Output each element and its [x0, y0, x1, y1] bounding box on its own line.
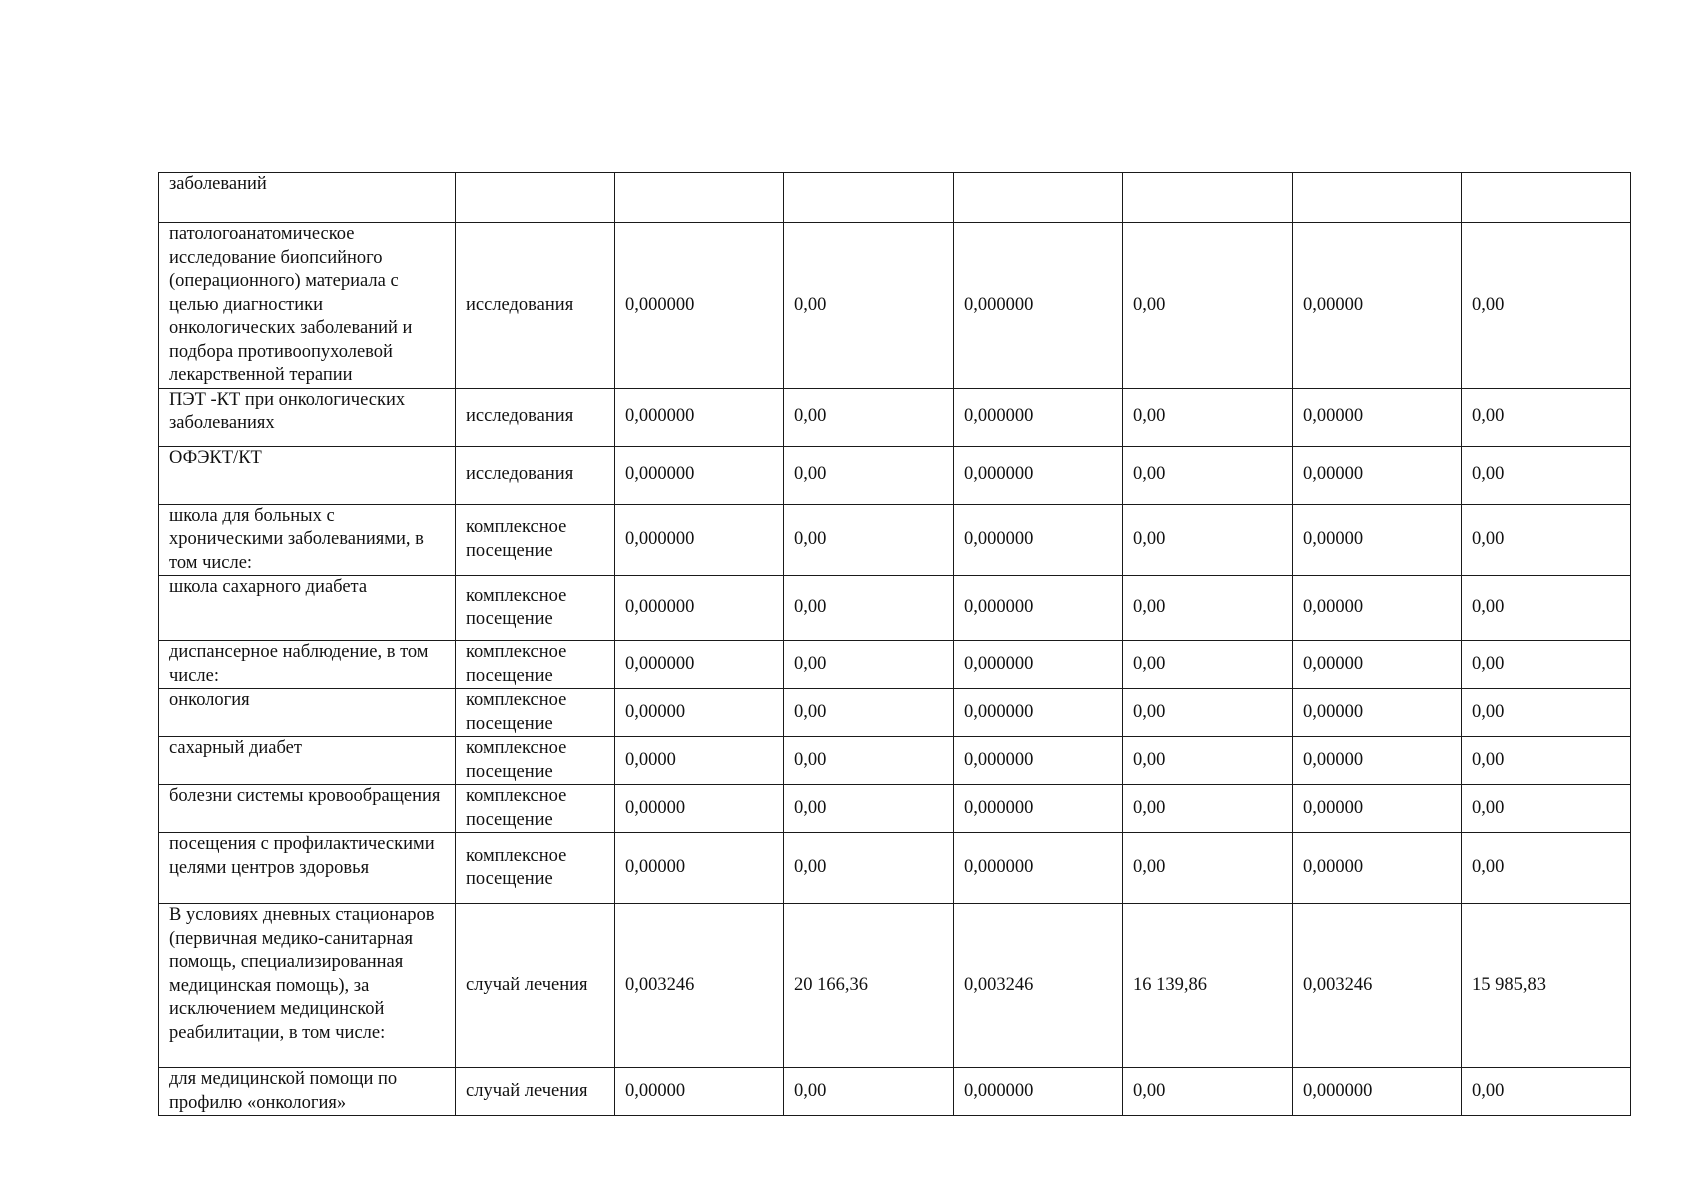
value-cell: 0,00	[1462, 641, 1631, 689]
value-cell: 0,00	[1123, 223, 1293, 389]
table-row	[159, 1068, 1631, 1116]
value-cell: 0,00000	[1293, 576, 1462, 641]
row-name-cell: школа сахарного диабета	[159, 576, 456, 641]
unit-cell: комплексное посещение	[456, 504, 615, 576]
value-cell: 0,003246	[1293, 904, 1462, 1068]
table-row	[159, 689, 1631, 737]
value-cell: 0,003246	[954, 904, 1123, 1068]
table-row	[159, 388, 1631, 446]
value-cell: 0,00	[784, 689, 954, 737]
value-cell: 0,00000	[1293, 504, 1462, 576]
value-cell: 0,00	[1123, 641, 1293, 689]
value-cell: 0,000000	[954, 388, 1123, 446]
value-cell: 0,000000	[615, 446, 784, 504]
value-cell: 16 139,86	[1123, 904, 1293, 1068]
value-cell: 0,00	[784, 223, 954, 389]
value-cell: 0,00	[1123, 737, 1293, 785]
value-cell: 0,00	[1123, 576, 1293, 641]
row-name-cell: онкология	[159, 689, 456, 737]
row-name-cell: для медицинской помощи по профилю «онкология»	[159, 1068, 456, 1116]
value-cell: 0,00000	[615, 689, 784, 737]
value-cell: 0,000000	[954, 504, 1123, 576]
value-cell: 0,000000	[954, 641, 1123, 689]
value-cell: 0,000000	[954, 1068, 1123, 1116]
value-cell	[1123, 173, 1293, 223]
value-cell: 0,000000	[954, 785, 1123, 833]
value-cell: 0,00	[1123, 689, 1293, 737]
table-row	[159, 833, 1631, 904]
value-cell: 0,00	[784, 1068, 954, 1116]
value-cell: 0,000000	[615, 223, 784, 389]
unit-cell: комплексное посещение	[456, 737, 615, 785]
value-cell: 0,00	[1462, 576, 1631, 641]
value-cell: 0,00	[1462, 1068, 1631, 1116]
value-cell: 0,00000	[615, 1068, 784, 1116]
value-cell: 0,00	[784, 446, 954, 504]
table-row	[159, 785, 1631, 833]
unit-cell: комплексное посещение	[456, 833, 615, 904]
value-cell	[1293, 173, 1462, 223]
value-cell: 0,00	[1123, 388, 1293, 446]
unit-cell: комплексное посещение	[456, 689, 615, 737]
value-cell: 0,00000	[1293, 223, 1462, 389]
value-cell: 0,0000	[615, 737, 784, 785]
value-cell: 0,00	[1462, 388, 1631, 446]
row-name-cell: посещения с профилактическими целями центров здоровья	[159, 833, 456, 904]
unit-cell: комплексное посещение	[456, 785, 615, 833]
value-cell: 0,00	[1123, 785, 1293, 833]
value-cell	[954, 173, 1123, 223]
unit-cell: случай лечения	[456, 1068, 615, 1116]
data-table	[158, 172, 1631, 1116]
value-cell: 0,00	[784, 641, 954, 689]
value-cell: 0,00	[1462, 785, 1631, 833]
row-name-cell: патологоанатомическое исследование биопсийного (операционного) материала с целью диагностики онкологических заболеваний и подбора противоопухолевой лекарственной терапии	[159, 223, 456, 389]
value-cell	[615, 173, 784, 223]
value-cell: 0,00	[784, 737, 954, 785]
unit-cell	[456, 173, 615, 223]
table-row	[159, 737, 1631, 785]
value-cell: 0,00	[1123, 504, 1293, 576]
value-cell: 0,00000	[615, 833, 784, 904]
table-row	[159, 641, 1631, 689]
value-cell: 0,000000	[615, 641, 784, 689]
value-cell: 0,00	[784, 833, 954, 904]
value-cell: 0,00000	[1293, 446, 1462, 504]
value-cell: 0,00	[784, 388, 954, 446]
unit-cell: исследования	[456, 388, 615, 446]
value-cell: 0,00	[1462, 504, 1631, 576]
table-row	[159, 904, 1631, 1068]
unit-cell: комплексное посещение	[456, 576, 615, 641]
value-cell: 0,000000	[954, 576, 1123, 641]
value-cell: 0,000000	[1293, 1068, 1462, 1116]
unit-cell: исследования	[456, 446, 615, 504]
row-name-cell: ПЭТ -КТ при онкологических заболеваниях	[159, 388, 456, 446]
table-row	[159, 446, 1631, 504]
value-cell: 0,00	[784, 504, 954, 576]
value-cell: 0,000000	[954, 737, 1123, 785]
value-cell: 0,00000	[1293, 641, 1462, 689]
value-cell: 0,000000	[954, 833, 1123, 904]
value-cell: 0,000000	[954, 223, 1123, 389]
row-name-cell: заболеваний	[159, 173, 456, 223]
value-cell	[1462, 173, 1631, 223]
value-cell: 0,00000	[1293, 833, 1462, 904]
value-cell: 20 166,36	[784, 904, 954, 1068]
value-cell: 0,00	[1462, 737, 1631, 785]
value-cell: 0,003246	[615, 904, 784, 1068]
value-cell: 0,000000	[615, 504, 784, 576]
table-row	[159, 504, 1631, 576]
value-cell: 0,00000	[1293, 737, 1462, 785]
value-cell: 0,00	[1462, 223, 1631, 389]
value-cell: 15 985,83	[1462, 904, 1631, 1068]
value-cell	[784, 173, 954, 223]
value-cell: 0,00000	[1293, 785, 1462, 833]
row-name-cell: сахарный диабет	[159, 737, 456, 785]
value-cell: 0,00000	[1293, 689, 1462, 737]
unit-cell: случай лечения	[456, 904, 615, 1068]
value-cell: 0,000000	[954, 446, 1123, 504]
value-cell: 0,00	[1462, 446, 1631, 504]
row-name-cell: ОФЭКТ/КТ	[159, 446, 456, 504]
value-cell: 0,00	[784, 785, 954, 833]
value-cell: 0,00	[1462, 689, 1631, 737]
row-name-cell: диспансерное наблюдение, в том числе:	[159, 641, 456, 689]
table-row	[159, 173, 1631, 223]
table-row	[159, 223, 1631, 389]
unit-cell: комплексное посещение	[456, 641, 615, 689]
unit-cell: исследования	[456, 223, 615, 389]
value-cell: 0,000000	[615, 388, 784, 446]
value-cell: 0,00	[784, 576, 954, 641]
value-cell: 0,00000	[615, 785, 784, 833]
value-cell: 0,00	[1462, 833, 1631, 904]
row-name-cell: школа для больных с хроническими заболеваниями, в том числе:	[159, 504, 456, 576]
value-cell: 0,00	[1123, 1068, 1293, 1116]
value-cell: 0,00000	[1293, 388, 1462, 446]
table-row	[159, 576, 1631, 641]
value-cell: 0,000000	[954, 689, 1123, 737]
value-cell: 0,000000	[615, 576, 784, 641]
value-cell: 0,00	[1123, 833, 1293, 904]
value-cell: 0,00	[1123, 446, 1293, 504]
row-name-cell: В условиях дневных стационаров (первичная медико-санитарная помощь, специализированная медицинская помощь), за исключением медицинской реабилитации, в том числе:	[159, 904, 456, 1068]
row-name-cell: болезни системы кровообращения	[159, 785, 456, 833]
